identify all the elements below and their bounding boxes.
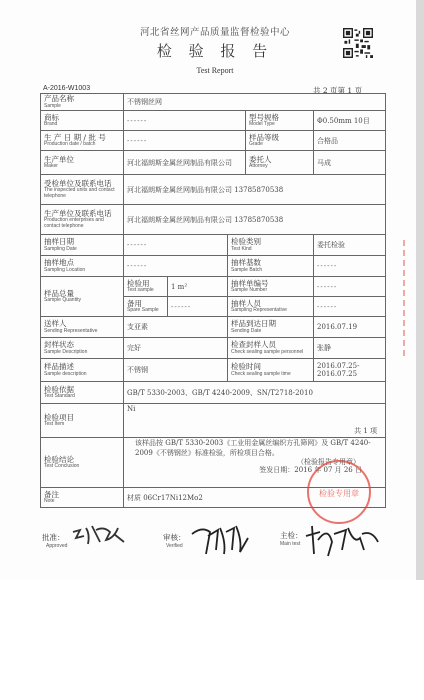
table-row [41, 94, 386, 111]
attorney-label: 委托人 [249, 154, 272, 164]
sample-batch-value: ------ [314, 256, 386, 277]
attorney-label-en: Attorney [249, 163, 268, 170]
spare-sample-label-en: Spare Sample [127, 307, 159, 314]
table-row [41, 235, 386, 256]
table-row [41, 277, 386, 297]
sampling-location-label: 抽样地点 [44, 258, 74, 268]
test-sample-label: 检验用 [127, 278, 150, 288]
inspected-unit-label-en: The inspected units and contact telephone [44, 187, 115, 200]
test-standard-label: 检验依据 [44, 384, 74, 394]
sampling-date-label-en: Sampling Date [44, 245, 77, 252]
inspected-unit-value: 河北福朗斯金属丝网制品有限公司 13785870538 [124, 175, 386, 205]
conclusion-stamp-note: （检验报告专用章） [297, 458, 360, 467]
sending-date-value: 2016.07.19 [314, 317, 386, 338]
qr-code-icon [343, 28, 373, 58]
table-row [41, 175, 386, 205]
sample-desc-label-en: Sample description [44, 370, 87, 377]
sampling-rep-value: ------ [314, 297, 386, 317]
test-sample-value: 1 m² [168, 277, 228, 297]
test-item-count: 共 1 项 [354, 427, 377, 436]
test-time-label: 检验时间 [231, 362, 261, 372]
production-enterprise-label-en: Production enterprises and contact telephone [44, 217, 104, 230]
test-item-label: 检验项目 [44, 412, 74, 422]
sending-rep-label: 送样人 [44, 319, 67, 329]
sampling-rep-label: 抽样人员 [231, 298, 261, 308]
report-title: 检 验 报 告 [156, 42, 274, 60]
approver-signature [70, 520, 130, 550]
brand-label: 商标 [44, 112, 59, 122]
prod-date-value: ------ [124, 131, 246, 151]
grade-label-en: Grade [249, 141, 263, 148]
product-name-label-en: Sample [44, 102, 61, 109]
producer-label: 生产单位 [44, 154, 74, 164]
table-row [41, 205, 386, 235]
brand-value: ------ [124, 111, 246, 131]
table-row [41, 404, 386, 438]
report-table [40, 93, 386, 508]
producer-value: 河北福朗斯金属丝网制品有限公司 [124, 151, 246, 175]
main-test-label-en: Main test [280, 541, 301, 547]
table-row [41, 382, 386, 404]
conclusion-label: 检验结论 [44, 454, 74, 464]
test-sample-label-en: Test sample [127, 287, 154, 294]
sample-batch-label: 抽样基数 [231, 258, 261, 268]
check-personnel-value: 张静 [314, 338, 386, 359]
sending-date-label: 样品到达日期 [231, 319, 276, 329]
check-personnel-label-en: Check sealing sample personnel [231, 348, 304, 355]
sending-rep-value: 支亚素 [124, 317, 228, 338]
test-item-value: Ni [127, 405, 136, 414]
sample-number-label: 抽样单编号 [231, 278, 269, 288]
producer-label-en: Maker [44, 163, 58, 170]
verifier-signature [188, 520, 253, 560]
conclusion-sign-date: 签发日期：2016 年 07 月 26 日 [259, 466, 362, 475]
product-name-value: 不锈钢丝网 [124, 94, 386, 111]
note-label-en: Note [44, 498, 55, 505]
spare-sample-label: 备用 [127, 298, 142, 308]
table-row [41, 131, 386, 151]
institution-name: 河北省丝网产品质量监督检验中心 [139, 27, 290, 38]
page-margin [0, 580, 424, 700]
production-enterprise-label: 生产单位及联系电话 [44, 208, 112, 218]
sending-date-label-en: Sending Date [231, 327, 262, 334]
product-name-label: 产品名称 [44, 94, 74, 103]
sampling-rep-label-en: Sampling Representative [231, 307, 287, 314]
seal-state-value: 完好 [124, 338, 228, 359]
inspection-stamp [305, 458, 373, 526]
verified-label: 审核： [163, 533, 186, 542]
conclusion-label-en: Test Conclusion [44, 463, 80, 470]
table-row [41, 359, 386, 382]
model-label: 型号规格 [249, 112, 279, 122]
signature-area [40, 526, 385, 571]
sampling-location-label-en: Sampling Location [44, 266, 86, 273]
conclusion-text: 该样品按 GB/T 5330-2003《工业用金属丝编织方孔筛网》及 GB/T 4240-2009《不锈钢丝》标准检验，所检项目合格。 [135, 439, 371, 457]
grade-value: 合格品 [314, 131, 386, 151]
sample-quantity-label: 样品总量 [44, 288, 74, 298]
sample-number-value: ------ [314, 277, 386, 297]
test-standard-value: GB/T 5330-2003、GB/T 4240-2009、SN/T2718-2010 [124, 382, 386, 404]
table-row [41, 151, 386, 175]
approved-label: 批准： [42, 533, 65, 542]
table-row [41, 317, 386, 338]
sending-rep-label-en: Sending Representative [44, 327, 98, 334]
note-value: 材质 06Cr17Ni12Mo2 [124, 488, 386, 508]
spare-sample-value: ------ [168, 297, 228, 317]
note-label: 备注 [44, 489, 59, 499]
side-seal-mark [400, 240, 408, 360]
approved-label-en: Approved [46, 543, 68, 549]
check-personnel-label: 检查封样人员 [231, 340, 276, 350]
verified-label-en: Verified [166, 543, 183, 549]
test-kind-label: 检验类别 [231, 237, 261, 247]
report-title-en: Test Report [196, 66, 234, 75]
main-tester-signature [302, 520, 382, 562]
sample-desc-value: 不锈钢 [124, 359, 228, 382]
test-standard-label-en: Test Standard [44, 393, 75, 400]
page-info: 共 2 页第 1 页 [313, 86, 363, 95]
seal-state-label-en: Sample Description [44, 348, 88, 355]
test-time-label-en: Check sealing sample time [231, 370, 291, 377]
test-kind-value: 委托检验 [314, 235, 386, 256]
sampling-date-label: 抽样日期 [44, 237, 74, 247]
test-item-label-en: Test Item [44, 421, 65, 428]
main-test-label: 主检： [280, 531, 303, 540]
prod-date-label: 生 产 日 期 / 批 号 [44, 132, 106, 142]
table-row [41, 256, 386, 277]
test-kind-label-en: Test Kind [231, 245, 252, 252]
model-label-en: Model Type [249, 121, 275, 128]
brand-label-en: Brand [44, 121, 58, 128]
report-number: A-2016-W1003 [43, 85, 91, 92]
test-time-value: 2016.07.25-2016.07.25 [314, 359, 386, 382]
grade-label: 样品等级 [249, 132, 279, 142]
sample-number-label-en: Sample Number [231, 287, 268, 294]
sampling-date-value: ------ [124, 235, 228, 256]
attorney-value: 马成 [314, 151, 386, 175]
seal-state-label: 封样状态 [44, 340, 74, 350]
sample-batch-label-en: Sample Batch [231, 266, 263, 273]
table-row [41, 338, 386, 359]
stamp-text: 检验专用章 [319, 489, 359, 498]
sample-desc-label: 样品描述 [44, 362, 74, 372]
sample-quantity-label-en: Sample Quantity [44, 297, 81, 304]
prod-date-label-en: Production date / batch [44, 141, 96, 148]
inspected-unit-label: 受检单位及联系电话 [44, 178, 112, 188]
table-row [41, 111, 386, 131]
production-enterprise-value: 河北福朗斯金属丝网制品有限公司 13785870538 [124, 205, 386, 235]
model-value: Φ0.50mm 10目 [314, 111, 386, 131]
sampling-location-value: ------ [124, 256, 228, 277]
